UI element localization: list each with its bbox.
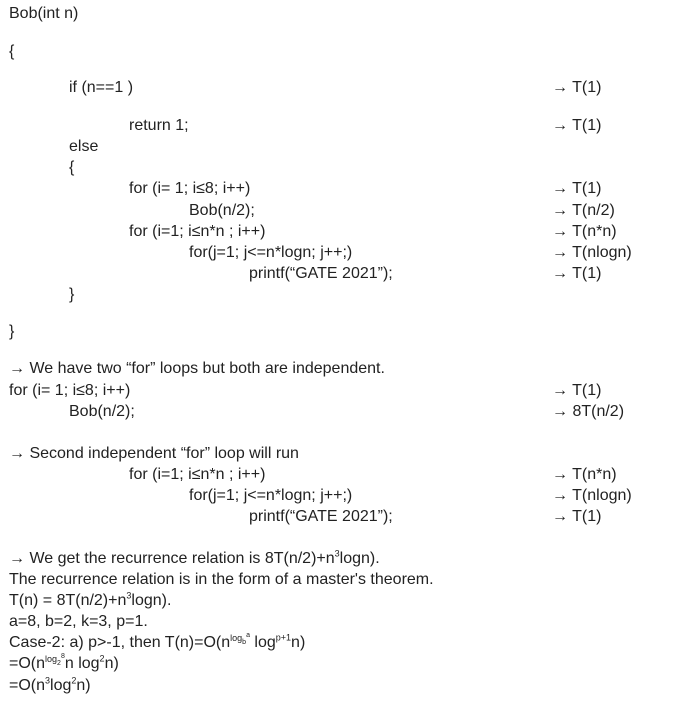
else-statement: else <box>69 138 99 155</box>
close-brace: } <box>9 323 15 340</box>
for-loop-1: for (i= 1; i≤8; i++) <box>129 180 251 197</box>
explain-for-loop-3: for(j=1; j<=n*logn; j++;) <box>189 487 353 504</box>
note-independent-loops: → We have two “for” loops but both are independent. <box>9 360 385 377</box>
intermediate-result: $=O(n^{log_2^8}n$ $\log^2n$) <box>9 652 119 672</box>
printf-statement: printf(“GATE 2021”); <box>249 265 393 282</box>
for-loop-1-cost: → T(1) <box>552 180 602 197</box>
inner-close-brace: } <box>69 286 75 303</box>
note-second-loop: → Second independent “for” loop will run <box>9 445 299 462</box>
for-loop-2-cost: → T(n*n) <box>552 223 617 240</box>
explain-for-loop-2: for (i=1; i≤n*n ; i++) <box>129 466 266 483</box>
function-header: Bob(int n) <box>9 5 79 22</box>
recursive-call-cost: → T(n/2) <box>552 202 615 219</box>
explain-for-loop-1: for (i= 1; i≤8; i++) <box>9 382 131 399</box>
explain-for-loop-2-cost: → T(n*n) <box>552 466 617 483</box>
explain-printf-cost: → T(1) <box>552 508 602 525</box>
explain-recursive-call-cost: → 8T(n/2) <box>552 403 625 420</box>
inner-open-brace: { <box>69 159 75 176</box>
masters-theorem-note: The recurrence relation is in the form of a master's theorem. <box>9 571 434 588</box>
recursive-call: Bob(n/2); <box>189 202 255 219</box>
recurrence-formula: $T(n) = 8T(n/2)+n^3\log n$). <box>9 590 172 609</box>
for-loop-2: for (i=1; i≤n*n ; i++) <box>129 223 266 240</box>
explain-for-loop-3-cost: → T(nlogn) <box>552 487 632 504</box>
explain-for-loop-1-cost: → T(1) <box>552 382 602 399</box>
if-cost: → T(1) <box>552 79 602 96</box>
theorem-parameters: a=8, b=2, k=3, p=1. <box>9 613 148 630</box>
return-statement: return 1; <box>129 117 189 134</box>
explain-printf: printf(“GATE 2021”); <box>249 508 393 525</box>
open-brace: { <box>9 43 15 60</box>
explain-recursive-call: Bob(n/2); <box>69 403 135 420</box>
printf-cost: → T(1) <box>552 265 602 282</box>
if-statement: if (n==1 ) <box>69 79 134 96</box>
for-loop-3: for(j=1; j<=n*logn; j++;) <box>189 244 353 261</box>
for-loop-3-cost: → T(nlogn) <box>552 244 632 261</box>
recurrence-statement: → We get the recurrence relation is $8T(n/2)+n^3\log n$). <box>9 548 380 567</box>
case-2-statement: Case-2: a) p>-1, then $T(n)=O(n^{log_b^a}$ $\log^{p+1}n$) <box>9 631 306 651</box>
final-result: $=O(n^3\log^2n)$ <box>9 675 91 694</box>
return-cost: → T(1) <box>552 117 602 134</box>
